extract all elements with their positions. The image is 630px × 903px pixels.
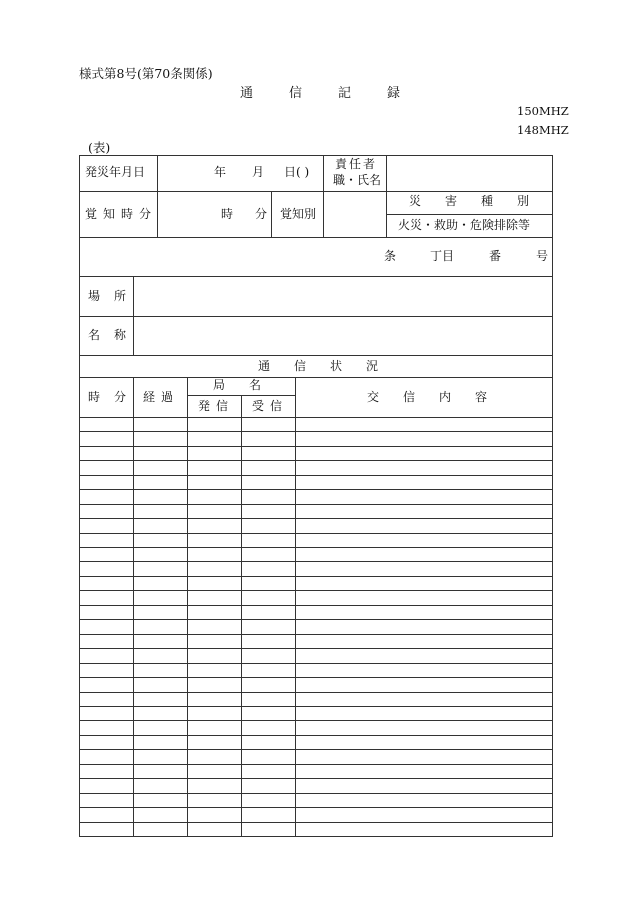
frequency-150: 150MHZ	[517, 104, 569, 118]
form-border	[80, 156, 553, 837]
column-station: 局名	[213, 378, 286, 392]
communication-record-form	[79, 155, 553, 837]
aware-label: 覚知時分	[85, 207, 158, 221]
side-indicator: (表)	[88, 140, 111, 155]
date-month: 月	[252, 165, 265, 179]
date-label: 発災年月日	[85, 165, 146, 179]
address-jo: 条	[384, 249, 397, 263]
responsible-label: 責任者	[335, 157, 378, 171]
date-day: 日( )	[284, 165, 310, 179]
form-number: 様式第8号(第70条関係)	[79, 66, 213, 81]
aware-minute: 分	[255, 207, 268, 221]
aware-type-label: 覚知別	[280, 207, 317, 221]
name-label: 名称	[88, 328, 141, 342]
place-label: 場所	[88, 289, 141, 303]
column-elapsed: 経過	[143, 390, 180, 404]
address-go: 号	[536, 249, 549, 263]
responsible-name-field[interactable]	[389, 155, 552, 191]
responsible-sub-label: 職・氏名	[333, 173, 382, 187]
address-chome: 丁目	[430, 249, 455, 263]
page-title: 通信記録	[240, 86, 437, 101]
comm-status-label: 通信状況	[258, 359, 403, 373]
column-content: 交信内容	[367, 390, 512, 404]
column-time: 時分	[88, 390, 141, 404]
date-year: 年	[214, 165, 227, 179]
column-receive: 受信	[252, 399, 289, 413]
column-send: 発信	[198, 399, 235, 413]
name-field[interactable]	[134, 316, 552, 354]
aware-hour: 時	[221, 207, 234, 221]
address-ban: 番	[489, 249, 502, 263]
disaster-type-options: 火災・救助・危険排除等	[398, 218, 531, 232]
form-grid	[79, 155, 553, 837]
place-field[interactable]	[134, 276, 552, 314]
disaster-type-label: 災害種別	[409, 194, 554, 208]
frequency-148: 148MHZ	[517, 123, 569, 137]
